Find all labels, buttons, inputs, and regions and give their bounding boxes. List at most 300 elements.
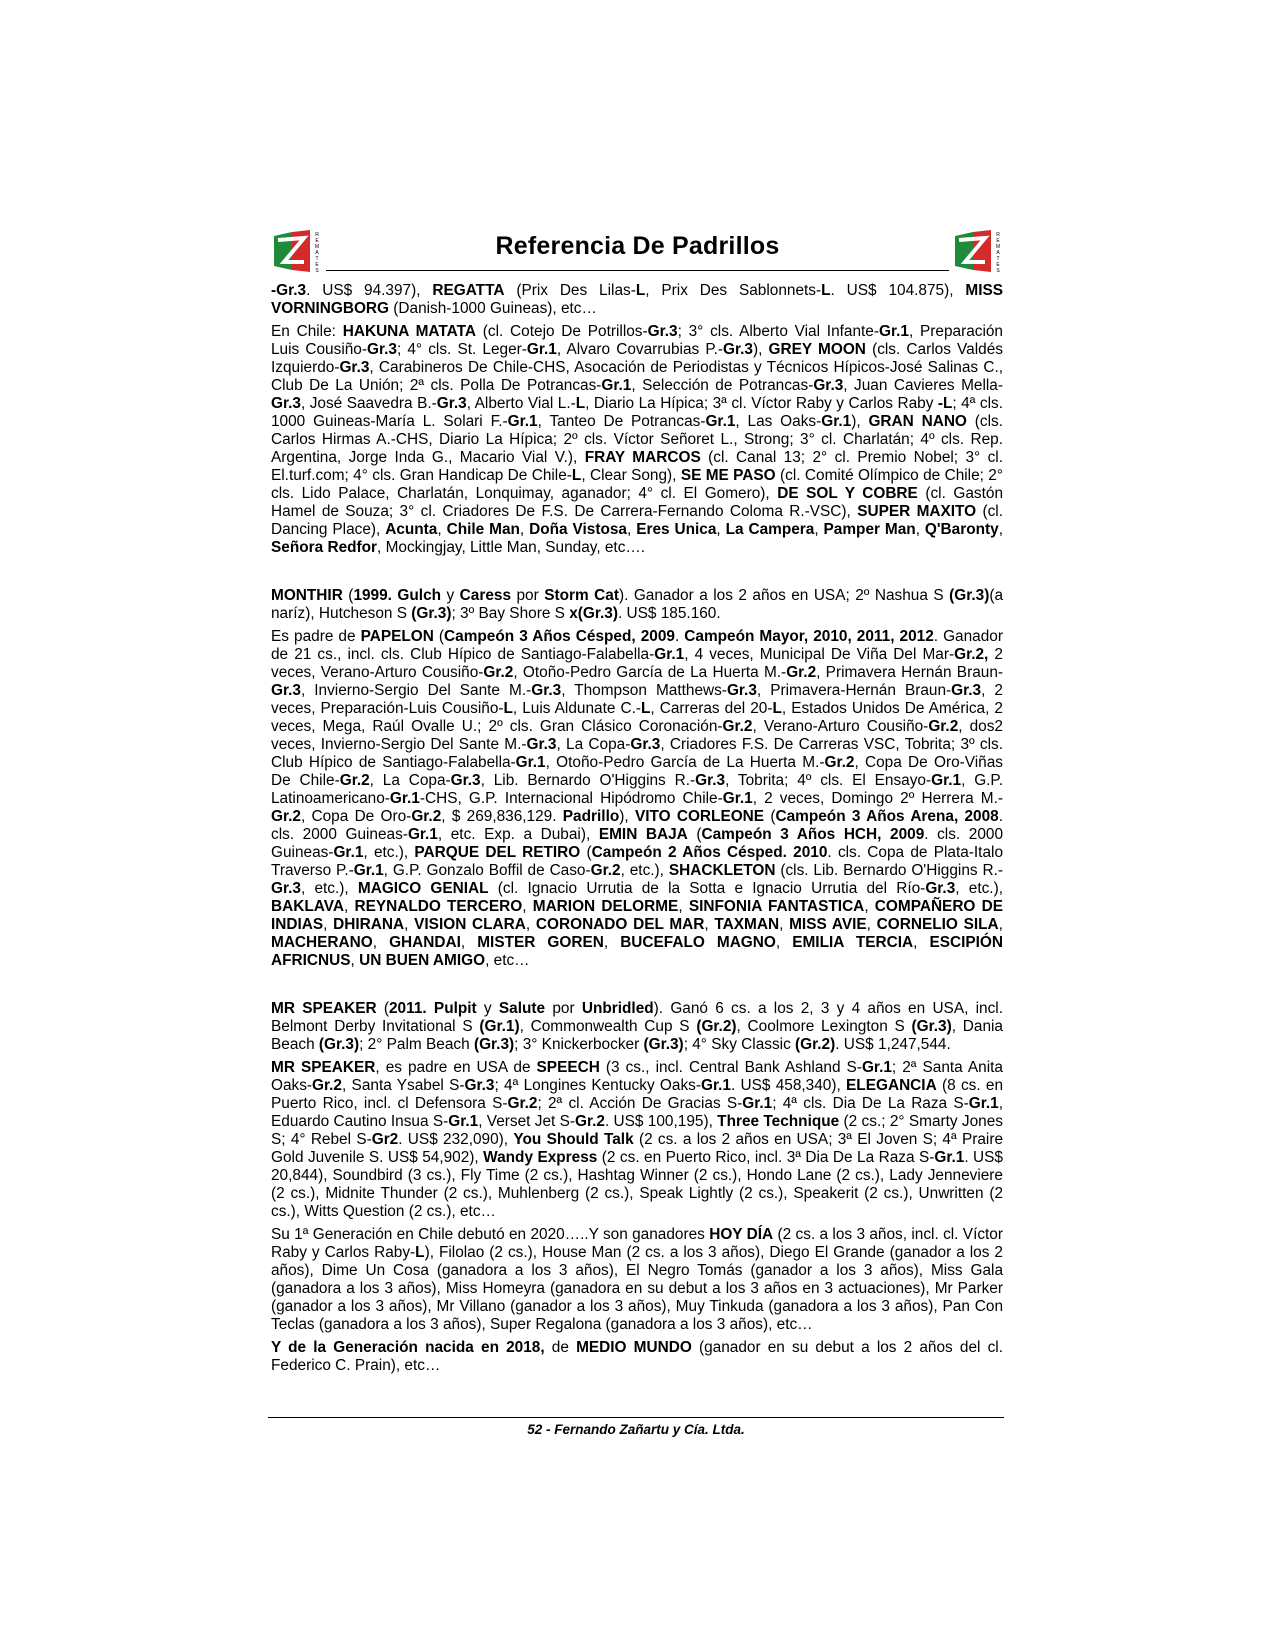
text-run: , José Saavedra B.- — [300, 395, 437, 412]
text-run: . US$ 104.875), — [830, 282, 966, 299]
text-run: , Prix Des Sablonnets- — [645, 282, 822, 299]
text-run: . cls. 2000 Guineas- — [271, 826, 1004, 861]
text-run: , — [626, 521, 637, 538]
text-run: (cl. Gastón Hamel de Souza; 3° cl. Criadores De F.S. De Carrera-Fernando Coloma R.-VSC), — [271, 485, 1003, 520]
text-run: , Invierno-Sergio Del Sante M.- — [300, 682, 532, 699]
bold-text-run: Gr.3 — [464, 1077, 495, 1094]
bold-text-run: Gr.1 — [654, 646, 685, 663]
text-run: (Danish-1000 Guineas), etc… — [389, 300, 597, 317]
text-run: , — [814, 521, 824, 538]
text-run: (a naríz), Hutcheson S — [271, 587, 1004, 622]
page-title: Referencia De Padrillos — [495, 232, 780, 260]
text-run: (cl. Ignacio Urrutia de la Sotta e Ignacio Urrutia del Río- — [488, 880, 926, 897]
svg-text:S: S — [315, 268, 319, 274]
bold-text-run: (Gr.2) — [795, 1036, 836, 1053]
text-run: , Verano-Arturo Cousiño- — [752, 718, 929, 735]
text-run: . — [674, 628, 685, 645]
bold-text-run: VITO CORLEONE — [634, 808, 765, 825]
bold-text-run: ESCIPIÓN AFRICNUS — [271, 934, 1004, 969]
text-run: . Ganador de 21 cs., incl. cls. Club Hípico de Santiago-Falabella- — [271, 628, 1003, 663]
text-run: . US$ 185.160. — [617, 605, 721, 622]
bold-text-run: Gr.3 — [723, 341, 753, 358]
bold-text-run: Gr.1 — [861, 1059, 892, 1076]
bold-text-run: Gr.3 — [726, 682, 757, 699]
bold-text-run: (Gr.3) — [411, 605, 452, 622]
text-run: , Alvaro Covarrubias P.- — [556, 341, 724, 358]
text-run: ). Ganó 6 cs. a los 2, 3 y 4 años en USA, incl. Belmont Derby Invitational S — [271, 1000, 1003, 1035]
footer-rule — [268, 1417, 1004, 1418]
bold-text-run: GREY MOON — [768, 341, 866, 358]
bold-text-run: (Gr.3) — [473, 1036, 515, 1053]
bold-text-run: Señora Redfor — [271, 539, 378, 556]
bold-text-run: L — [641, 700, 651, 717]
bold-text-run: Gr.2 — [928, 718, 959, 735]
bold-text-run: Gr.2 — [590, 862, 621, 879]
bold-text-run: PAPELON — [360, 628, 434, 645]
bold-text-run: L — [635, 282, 646, 299]
text-run: , etc.), — [300, 880, 358, 897]
text-run: (2 cs.; 2° Smarty Jones S; 4° Rebel S- — [271, 1113, 1003, 1148]
bold-text-run: Doña Vistosa — [529, 521, 627, 538]
text-run: . US$ 20,844), Soundbird (3 cs.), Fly Time (2 cs.), Hashtag Winner (2 cs.), Hondo Lane (2 cs.), Lady Jenneviere (2 cs.), Midnite Thunder (2 cs.), Muhlenberg (2 cs.), Speak Lightly (2 cs.), Speakerit (2 cs.), Unwritten (2 cs.), Witts Question (2 cs.), etc… — [271, 1149, 1003, 1220]
text-run: (cls. Carlos Hirmas A.-CHS, Diario La Hípica; 2º cls. Víctor Señoret L., Strong; 3° cl. Charlatán; 4º cls. Rep. Argentina, Jorge Inda G., Macario Vial V.), — [271, 413, 1003, 466]
bold-text-run: Gr.1 — [507, 413, 538, 430]
bold-text-run: Campeón 3 Años Césped, 2009 — [444, 628, 675, 645]
text-run: -CHS, G.P. Internacional Hipódromo Chile- — [419, 790, 723, 807]
bold-text-run: Q'Baronty — [924, 521, 999, 538]
text-run: . US$ 1,247,544. — [835, 1036, 951, 1053]
text-run: , G.P. Gonzalo Boffil de Caso- — [383, 862, 591, 879]
bold-text-run: Gr.3 — [271, 880, 301, 897]
paragraph — [271, 628, 1003, 970]
text-run: ; 4ª Longines Kentucky Oaks- — [494, 1077, 701, 1094]
text-run: ( — [376, 1000, 389, 1017]
bold-text-run: SINFONIA FANTASTICA — [688, 898, 865, 915]
text-run: , La Copa- — [556, 736, 631, 753]
text-run: . cls. 2000 Guineas- — [271, 808, 1004, 843]
text-run: , es padre en USA de — [375, 1059, 537, 1076]
text-run: , — [323, 916, 334, 933]
text-run: , Preparación Luis Cousiño- — [271, 323, 1003, 358]
text-run: ; 2ª Santa Anita Oaks- — [271, 1059, 1003, 1094]
bold-text-run: SE ME PASO — [680, 467, 776, 484]
text-run: , Primavera-Hernán Braun- — [756, 682, 952, 699]
text-run: ; 4ª cls. Dia De La Raza S- — [772, 1095, 969, 1112]
bold-text-run: Eres Unica — [636, 521, 717, 538]
bold-text-run: Gr.1 — [333, 844, 364, 861]
text-run: Es padre de — [271, 628, 361, 645]
text-run: (8 cs. en Puerto Rico, incl. cl Defensora S- — [271, 1077, 1004, 1112]
text-run: , Verset Jet S- — [478, 1113, 575, 1130]
bold-text-run: L — [503, 700, 513, 717]
text-run: . US$ 458,340), — [730, 1077, 847, 1094]
text-run: , Otoño-Pedro García de La Huerta M.- — [513, 664, 787, 681]
bold-text-run: MR SPEAKER — [271, 1059, 376, 1076]
text-run: ( — [580, 844, 592, 861]
paragraph — [271, 1226, 1003, 1334]
text-run: , Luis Aldunate C.- — [512, 700, 641, 717]
text-run: , Copa De Oro-Viñas De Chile- — [271, 754, 1003, 789]
paragraph — [271, 587, 1003, 623]
bold-text-run: CORNELIO SILA — [876, 916, 999, 933]
svg-text:E: E — [996, 262, 1000, 268]
bold-text-run: REYNALDO TERCERO — [354, 898, 523, 915]
text-run: , — [404, 916, 415, 933]
text-run: ; 3° Knickerbocker — [514, 1036, 644, 1053]
text-run: (cl. Canal 13; 2° cl. Premio Nobel; 3° cl. El.turf.com; 4° cls. Gran Handicap De Chile- — [271, 449, 1003, 484]
text-run: y — [441, 587, 460, 604]
text-run: por — [511, 587, 545, 604]
text-run: , etc. Exp. a Dubai), — [437, 826, 599, 843]
bold-text-run: EMIN BAJA — [598, 826, 688, 843]
bold-text-run: BUCEFALO MAGNO — [620, 934, 776, 951]
text-run: ; 4ª cls. 1000 Guineas-María L. Solari F.- — [271, 395, 1004, 430]
text-run: , Mockingjay, Little Man, Sunday, etc…. — [377, 539, 646, 556]
text-run: , Alberto Vial L.- — [466, 395, 576, 412]
bold-text-run: You Should Talk — [513, 1131, 634, 1148]
bold-text-run: HOY DÍA — [709, 1226, 774, 1243]
bold-text-run: (Gr.3) — [911, 1018, 952, 1035]
bold-text-run: DE SOL Y COBRE — [777, 485, 918, 502]
text-run: , — [372, 934, 390, 951]
text-run: , dos2 veces, Invierno-Sergio Del Sante M.- — [271, 718, 1003, 753]
paragraph — [271, 282, 1003, 318]
bold-text-run: Gr.2 — [339, 772, 370, 789]
text-run: , — [437, 521, 447, 538]
paragraph — [271, 1339, 1003, 1375]
page-header — [270, 228, 1005, 278]
text-run: , Estados Unidos De América, 2 veces, Mega, Raúl Ovalle U.; 2º cls. Gran Clásico Coronación- — [271, 700, 1003, 735]
bold-text-run: Acunta — [385, 521, 438, 538]
bold-text-run: COMPAÑERO DE INDIAS — [271, 898, 1003, 933]
text-run: (cls. Carlos Valdés Izquierdo- — [271, 341, 1003, 376]
text-run: ), — [851, 413, 869, 430]
bold-text-run: EMILIA TERCIA — [792, 934, 914, 951]
svg-text:A: A — [315, 250, 319, 256]
svg-text:M: M — [995, 244, 1001, 250]
text-run: Su 1ª Generación en Chile debutó en 2020…..Y son ganadores — [271, 1226, 710, 1243]
text-run: , — [343, 898, 355, 915]
text-run: , Thompson Matthews- — [561, 682, 727, 699]
text-run: , Otoño-Pedro García de La Huerta M.- — [545, 754, 825, 771]
bold-text-run: DHIRANA — [333, 916, 405, 933]
bold-text-run: VISION CLARA — [414, 916, 526, 933]
bold-text-run: Gr.2 — [411, 808, 442, 825]
text-run: , — [998, 916, 1003, 933]
bold-text-run: Gr.3 — [647, 323, 678, 340]
bold-text-run: Gr.1 — [700, 1077, 731, 1094]
text-run: , — [522, 898, 533, 915]
paragraph — [271, 1059, 1003, 1221]
text-run: , Carreras del 20- — [650, 700, 773, 717]
text-run: , $ 269,836,129. — [441, 808, 563, 825]
text-run: (cl. Cotejo De Potrillos- — [476, 323, 648, 340]
zi-remates-logo-left — [270, 228, 324, 274]
bold-text-run: Padrillo — [562, 808, 620, 825]
bold-text-run: MARION DELORME — [532, 898, 679, 915]
text-run: , Primavera Hernán Braun- — [816, 664, 1003, 681]
bold-text-run: Gr.1 — [968, 1095, 999, 1112]
bold-text-run: Wandy Express — [483, 1149, 598, 1166]
text-run: ; 2° Palm Beach — [359, 1036, 474, 1053]
text-run: , Clear Song), — [581, 467, 681, 484]
document-body — [271, 282, 1003, 1380]
text-run: , La Copa- — [369, 772, 451, 789]
bold-text-run: Gr.2 — [722, 718, 753, 735]
bold-text-run: Gr.1 — [515, 754, 546, 771]
text-run: ( — [687, 826, 702, 843]
bold-text-run: Gr.1 — [601, 377, 632, 394]
text-run: ; 4° cls. St. Leger- — [396, 341, 527, 358]
bold-text-run: L — [772, 700, 782, 717]
bold-text-run: Gr.3 — [366, 341, 397, 358]
text-run: (2 cs. a los 2 años en USA; 3ª El Joven S; 4ª Praire Gold Juvenile S. US$ 54,902), — [271, 1131, 1004, 1166]
bold-text-run: MISTER GOREN — [477, 934, 604, 951]
bold-text-run: PARQUE DEL RETIRO — [414, 844, 581, 861]
text-run: . cls. Copa de Plata-Italo Traverso P.- — [271, 844, 1003, 879]
bold-text-run: MISS AVIE — [789, 916, 867, 933]
text-run: , — [864, 898, 875, 915]
bold-text-run: MAGICO GENIAL — [357, 880, 489, 897]
bold-text-run: Gr.2 — [575, 1113, 605, 1130]
bold-text-run: Gr.1 — [934, 1149, 965, 1166]
svg-text:R: R — [315, 232, 319, 238]
bold-text-run: Gr.2 — [483, 664, 514, 681]
text-run: . US$ 232,090), — [398, 1131, 514, 1148]
text-run: , Santa Ysabel S- — [342, 1077, 465, 1094]
bold-text-run: Gr.3 — [813, 377, 844, 394]
text-run: ). Ganador a los 2 años en USA; 2º Nashua S — [618, 587, 950, 604]
bold-text-run: Gr.3 — [526, 736, 557, 753]
bold-text-run: SHACKLETON — [668, 862, 776, 879]
text-run: por — [545, 1000, 582, 1017]
text-run: , — [915, 521, 925, 538]
text-run: , etc.), — [363, 844, 415, 861]
bold-text-run: Gr.1 — [526, 341, 557, 358]
bold-text-run: Unbridled — [581, 1000, 654, 1017]
text-run: , 2 veces, Preparación-Luis Cousiño- — [271, 682, 1003, 717]
bold-text-run: MEDIO MUNDO — [576, 1339, 692, 1356]
bold-text-run: Gr.1 — [407, 826, 438, 843]
zi-remates-logo-right — [951, 228, 1005, 274]
text-run: , — [866, 916, 877, 933]
text-run: , 4 veces, Municipal De Viña Del Mar- — [684, 646, 955, 663]
bold-text-run: REGATTA — [432, 282, 505, 299]
text-run: ; 3º Bay Shore S — [451, 605, 570, 622]
header-rule — [326, 270, 949, 271]
bold-text-run: Gr.3 — [630, 736, 661, 753]
text-run: ( — [433, 628, 445, 645]
paragraph — [271, 323, 1003, 557]
text-run: (Prix Des Lilas- — [504, 282, 636, 299]
text-run: ( — [342, 587, 354, 604]
bold-text-run: TAXMAN — [714, 916, 780, 933]
bold-text-run: L — [575, 395, 586, 412]
text-run: , Diario La Hípica; 3ª cl. Víctor Raby y Carlos Raby — [585, 395, 938, 412]
text-run: , Dania Beach — [271, 1018, 1003, 1053]
bold-text-run: Gr.3 — [531, 682, 562, 699]
bold-text-run: MR SPEAKER — [271, 1000, 377, 1017]
text-run: ( — [764, 808, 776, 825]
bold-text-run: Gr.3 — [925, 880, 956, 897]
text-run: , etc.), — [620, 862, 669, 879]
bold-text-run: Gr.3 — [271, 395, 301, 412]
svg-text:E: E — [996, 238, 1000, 244]
bold-text-run: Gr.3 — [271, 682, 301, 699]
bold-text-run: Gr.1 — [705, 413, 736, 430]
bold-text-run: Gr.3 — [450, 772, 481, 789]
text-run: , Tobrita; 4º cls. El Ensayo- — [725, 772, 932, 789]
text-run: , — [704, 916, 715, 933]
text-run: , Tanteo De Potrancas- — [537, 413, 706, 430]
bold-text-run: Gr.1 — [353, 862, 384, 879]
text-run: 2 veces, Verano-Arturo Cousiño- — [271, 646, 1003, 681]
text-run: . US$ 94.397), — [306, 282, 433, 299]
text-run: , — [913, 934, 930, 951]
text-run: , — [716, 521, 726, 538]
bold-text-run: Gr.2 — [824, 754, 855, 771]
text-run: En Chile: — [271, 323, 343, 340]
text-run: (2 cs. en Puerto Rico, incl. 3ª Dia De La Raza S- — [597, 1149, 935, 1166]
svg-text:T: T — [996, 256, 1000, 262]
svg-text:S: S — [996, 268, 1000, 274]
bold-text-run: BAKLAVA — [271, 898, 344, 915]
text-run: ), — [619, 808, 635, 825]
text-run: , — [779, 916, 790, 933]
bold-text-run: Gr.2, — [954, 646, 989, 663]
text-run: (cls. Lib. Bernardo O'Higgins R.- — [775, 862, 1003, 879]
bold-text-run: 2011. Pulpit — [389, 1000, 477, 1017]
bold-text-run: (Gr.1) — [479, 1018, 520, 1035]
svg-text:E: E — [315, 238, 319, 244]
paragraph — [271, 1000, 1003, 1054]
text-run: , — [525, 916, 536, 933]
bold-text-run: FRAY MARCOS — [584, 449, 701, 466]
text-run: , etc… — [485, 952, 530, 969]
bold-text-run: Gr2 — [371, 1131, 399, 1148]
text-run: ; 4° Sky Classic — [683, 1036, 796, 1053]
bold-text-run: Three Technique — [717, 1113, 840, 1130]
bold-text-run: Gr.3 — [436, 395, 467, 412]
bold-text-run: SPEECH — [536, 1059, 600, 1076]
text-run: , Las Oaks- — [735, 413, 822, 430]
bold-text-run: Chile Man — [446, 521, 520, 538]
text-run: , G.P. Latinoamericano- — [271, 772, 1003, 807]
text-run: (2 cs. a los 3 años, incl. cl. Víctor Raby y Carlos Raby- — [271, 1226, 1003, 1261]
bold-text-run: L — [415, 1244, 425, 1261]
text-run: , — [460, 934, 478, 951]
text-run: de — [544, 1339, 577, 1356]
bold-text-run: MISS VORNINGBORG — [271, 282, 1004, 317]
text-run: y — [476, 1000, 499, 1017]
bold-text-run: -Gr.3 — [271, 282, 307, 299]
svg-text:M: M — [314, 244, 320, 250]
bold-text-run: Gr.2 — [786, 664, 817, 681]
text-run: , Commonwealth Cup S — [519, 1018, 697, 1035]
text-run: , — [678, 898, 689, 915]
text-run: (ganador en su debut a los 2 años del cl. Federico C. Prain), etc… — [271, 1339, 1003, 1374]
text-run: (cl. Comité Olímpico de Chile; 2° cls. Lido Palace, Charlatán, Lonquimay, aganador; 4° cl. El Gomero), — [271, 467, 1003, 502]
text-run: , 2 veces, Domingo 2º Herrera M.- — [752, 790, 1003, 807]
text-run: (3 cs., incl. Central Bank Ashland S- — [599, 1059, 862, 1076]
bold-text-run: Gr.2 — [271, 808, 301, 825]
bold-text-run: -L — [937, 395, 953, 412]
bold-text-run: Storm Cat — [544, 587, 619, 604]
bold-text-run: GRAN NANO — [868, 413, 967, 430]
bold-text-run: (Gr.3) — [318, 1036, 360, 1053]
bold-text-run: GHANDAI — [389, 934, 461, 951]
bold-text-run: ELEGANCIA — [846, 1077, 937, 1094]
svg-text:A: A — [996, 250, 1000, 256]
bold-text-run: Gr.1 — [821, 413, 852, 430]
bold-text-run: Gr.1 — [879, 323, 909, 340]
text-run: ), Filolao (2 cs.), House Man (2 cs. a los 3 años), Diego El Grande (ganador a los 2 años), Dime Un Cosa (ganadora a los 3 años), El Negro Tomás (ganador a los 3 años), Miss Gala (ganadora a los 3 años), Miss Homeyra (ganadora en su debut a los 3 años en 3 actuaciones), Mr Parker (ganador a los 3 años), Mr Villano (ganador a los 3 años), Muy Tinkuda (ganadora a los 3 años), Pan Con Teclas (ganadora a los 3 años), Super Regalona (ganadora a los 3 años), etc… — [271, 1244, 1003, 1333]
bold-text-run: Gr.1 — [448, 1113, 479, 1130]
text-run: , Criadores F.S. De Carreras VSC, Tobrita; 3º cls. Club Hípico de Santiago-Falabella- — [271, 736, 1003, 771]
bold-text-run: MACHERANO — [271, 934, 373, 951]
bold-text-run: Gr.2 — [507, 1095, 538, 1112]
bold-text-run: MONTHIR — [271, 587, 343, 604]
svg-text:T: T — [315, 256, 319, 262]
bold-text-run: Campeón 2 Años Césped. 2010 — [591, 844, 828, 861]
svg-text:R: R — [996, 232, 1000, 238]
text-run: , etc.), — [955, 880, 1003, 897]
bold-text-run: Gr.1 — [389, 790, 420, 807]
bold-text-run: 1999. Gulch — [353, 587, 442, 604]
bold-text-run: x(Gr.3) — [569, 605, 618, 622]
bold-text-run: Gr.1 — [722, 790, 753, 807]
bold-text-run: Gr.1 — [742, 1095, 773, 1112]
bold-text-run: Campeón 3 Años Arena, 2008 — [775, 808, 999, 825]
bold-text-run: Campeón 3 Años HCH, 2009 — [701, 826, 925, 843]
text-run: , — [775, 934, 793, 951]
text-run: , Selección de Potrancas- — [631, 377, 814, 394]
text-run: , — [603, 934, 621, 951]
bold-text-run: HAKUNA MATATA — [342, 323, 476, 340]
bold-text-run: Caress — [459, 587, 512, 604]
bold-text-run: Gr.3 — [951, 682, 982, 699]
bold-text-run: CORONADO DEL MAR — [535, 916, 705, 933]
bold-text-run: Salute — [498, 1000, 546, 1017]
text-run: , Juan Cavieres Mella- — [843, 377, 1003, 394]
bold-text-run: L — [821, 282, 831, 299]
svg-text:E: E — [315, 262, 319, 268]
text-run: , Coolmore Lexington S — [736, 1018, 912, 1035]
bold-text-run: Campeón Mayor, 2010, 2011, 2012 — [684, 628, 934, 645]
text-run: . US$ 100,195), — [604, 1113, 718, 1130]
text-run: , Lib. Bernardo O'Higgins R.- — [480, 772, 696, 789]
bold-text-run: L — [571, 467, 582, 484]
text-run: , — [519, 521, 530, 538]
bold-text-run: Y de la Generación nacida en 2018, — [271, 1339, 545, 1356]
text-run: , — [350, 952, 360, 969]
bold-text-run: Gr.3 — [695, 772, 726, 789]
text-run: ; 3° cls. Alberto Vial Infante- — [677, 323, 879, 340]
bold-text-run: Gr.2 — [312, 1077, 342, 1094]
bold-text-run: Gr.3 — [339, 359, 370, 376]
text-run: , Copa De Oro- — [300, 808, 412, 825]
text-run: ), — [752, 341, 769, 358]
bold-text-run: SUPER MAXITO — [857, 503, 977, 520]
bold-text-run: (Gr.3) — [643, 1036, 684, 1053]
bold-text-run: (Gr.2) — [696, 1018, 737, 1035]
text-run: , Carabineros De Chile-CHS, Asocación de Periodistas y Técnicos Hípicos-José Salinas C., Club De La Unión; 2ª cls. Polla De Potrancas- — [271, 359, 1003, 394]
text-run: (cl. Dancing Place), — [271, 503, 1004, 538]
page-footer: 52 - Fernando Zañartu y Cía. Ltda. — [527, 1422, 745, 1437]
bold-text-run: Gr.1 — [931, 772, 962, 789]
text-run: ; 2ª cl. Acción De Gracias S- — [537, 1095, 743, 1112]
text-run: , — [998, 521, 1003, 538]
